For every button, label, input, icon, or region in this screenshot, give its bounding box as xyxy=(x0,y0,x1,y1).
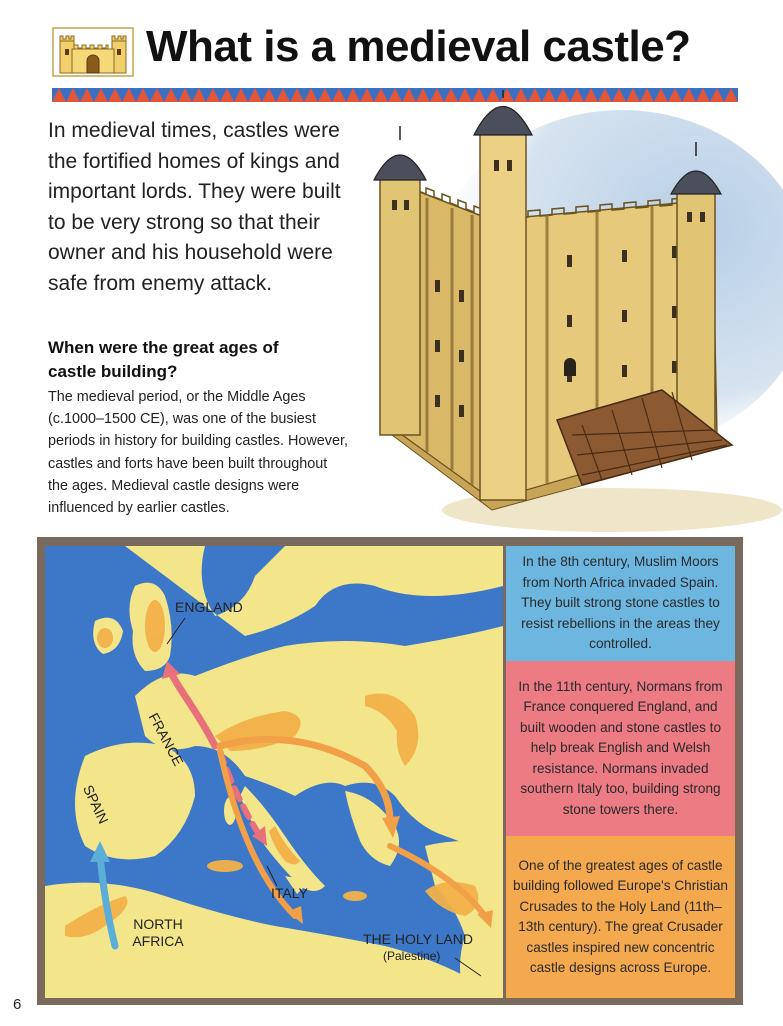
label-spain: SPAIN xyxy=(80,782,112,827)
section-heading: When were the great ages of castle building? xyxy=(48,338,279,381)
label-italy: ITALY xyxy=(271,885,308,901)
info-box-crusades xyxy=(506,836,735,998)
section-body: The medieval period, or the Middle Ages (c.1000–1500 CE), was one of the busiest periods in history for building castles. However, castles and forts have been built throughout the ages. Medieval castle designs were influenced by earlier castles. xyxy=(48,389,348,517)
europe-map xyxy=(45,546,503,998)
info-box-moors xyxy=(506,546,735,661)
info-text-normans: In the 11th century, Normans from France conquered England, and built wooden and stone castles to help break English and Welsh resistance. Normans invaded southern Italy too, building strong stone towers there. xyxy=(518,678,723,817)
castle-illustration xyxy=(332,90,783,540)
info-text-crusades: One of the greatest ages of castle building followed Europe's Christian Crusades to the Holy Land (11th–13th century). The great Crusader castles inspired new concentric castle designs across Europe. xyxy=(513,857,728,975)
page-number: 6 xyxy=(13,996,22,1013)
label-holy-land: THE HOLY LAND xyxy=(363,931,473,947)
castle-icon xyxy=(52,27,134,77)
page-title: What is a medieval castle? xyxy=(146,22,691,71)
intro-paragraph: In medieval times, castles were the fortified homes of kings and important lords. They were built to be very strong so that their owner and his household were safe from enemy attack. xyxy=(48,119,341,295)
map-panel xyxy=(37,537,743,1005)
label-palestine: (Palestine) xyxy=(383,949,441,963)
label-france: FRANCE xyxy=(145,710,187,769)
label-north-africa: NORTH AFRICA xyxy=(132,916,184,949)
info-text-moors: In the 8th century, Muslim Moors from North Africa invaded Spain. They built strong stone castles to resist rebellions in the areas they controlled. xyxy=(521,554,720,652)
label-england: ENGLAND xyxy=(175,599,243,615)
info-box-normans xyxy=(506,661,735,836)
